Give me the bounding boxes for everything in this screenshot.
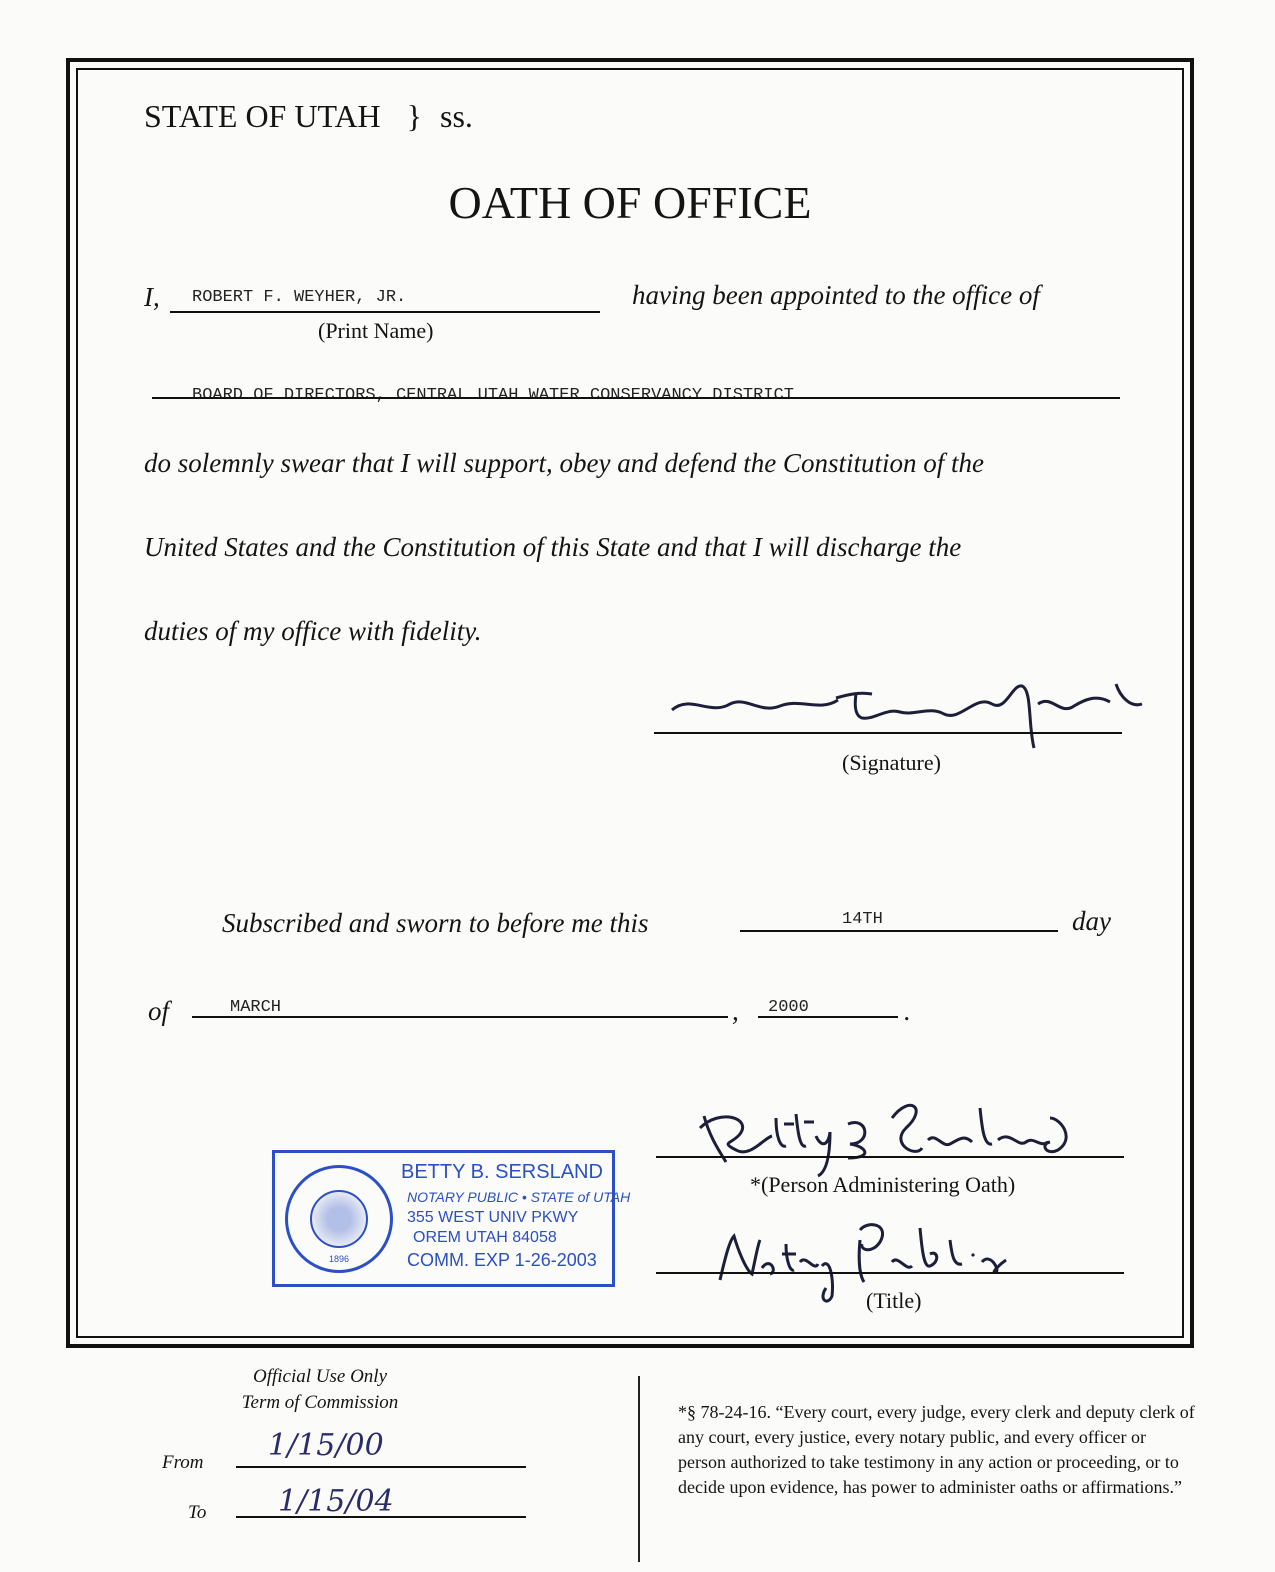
subscribed-month: MARCH xyxy=(230,998,282,1017)
appointment-suffix: having been appointed to the office of xyxy=(632,280,1040,310)
office-underline xyxy=(152,397,1120,399)
title-underline xyxy=(656,1272,1124,1274)
statute-text: *§ 78-24-16. “Every court, every judge, every clerk and deputy clerk of any court, every justice, every notary public, and every officer or person authorized to take testimony in any action or proceeding, or to decide upon evidence, has power to administer oaths or affirmations.” xyxy=(678,1402,1195,1497)
state-heading xyxy=(144,98,473,135)
signature-underline xyxy=(654,732,1122,734)
bottom-divider xyxy=(638,1376,640,1562)
notary-stamp xyxy=(272,1150,631,1287)
oath-line-2: United States and the Constitution of this State and that I will discharge the xyxy=(144,532,962,562)
document-title: OATH OF OFFICE xyxy=(448,177,812,228)
appointment-prefix: I, xyxy=(144,282,160,312)
signature-caption: (Signature) xyxy=(842,750,941,775)
state-brace: } xyxy=(406,98,423,134)
month-underline xyxy=(192,1016,728,1018)
official-use-heading: Official Use Only xyxy=(252,1366,388,1387)
day-underline xyxy=(740,930,1058,932)
name-underline xyxy=(170,311,600,313)
oath-line-1: do solemnly swear that I will support, obey and defend the Constitution of the xyxy=(144,448,984,478)
of-word: of xyxy=(148,996,170,1026)
oath-line-3: duties of my office with fidelity. xyxy=(144,616,482,646)
seal-year: 1896 xyxy=(328,1254,350,1264)
year-period: . xyxy=(904,996,911,1026)
stamp-name: BETTY B. SERSLAND xyxy=(401,1161,603,1183)
stamp-line-3: OREM UTAH 84058 xyxy=(413,1229,557,1246)
term-heading: Term of Commission xyxy=(241,1392,399,1413)
subscribed-day: 14TH xyxy=(842,910,883,929)
name-caption: (Print Name) xyxy=(318,318,434,343)
administering-caption: *(Person Administering Oath) xyxy=(750,1172,1016,1197)
title-signature xyxy=(700,1210,1030,1314)
state-seal-icon xyxy=(285,1165,393,1273)
year-underline xyxy=(758,1016,898,1018)
from-label: From xyxy=(162,1452,204,1473)
to-value: 1/15/04 xyxy=(278,1484,394,1519)
state-ss: ss. xyxy=(440,98,473,134)
title-caption: (Title) xyxy=(866,1288,922,1313)
seal-eagle-icon xyxy=(310,1190,368,1248)
to-label: To xyxy=(188,1502,207,1523)
appointee-name: ROBERT F. WEYHER, JR. xyxy=(192,288,407,307)
administering-underline xyxy=(656,1156,1124,1158)
office-name: BOARD OF DIRECTORS, CENTRAL UTAH WATER CONSERVANCY DISTRICT xyxy=(192,386,794,405)
from-value: 1/15/00 xyxy=(268,1428,384,1463)
subscribed-text: Subscribed and sworn to before me this xyxy=(222,908,649,938)
from-underline xyxy=(236,1466,526,1468)
day-word: day xyxy=(1072,906,1111,936)
appointee-signature xyxy=(660,664,1150,764)
stamp-line-2: 355 WEST UNIV PKWY xyxy=(407,1209,579,1226)
subscribed-year: 2000 xyxy=(768,998,809,1017)
state-name: STATE OF UTAH xyxy=(144,98,381,134)
stamp-line-4: COMM. EXP 1-26-2003 xyxy=(407,1250,597,1270)
administering-signature xyxy=(680,1088,1100,1184)
stamp-line-1: NOTARY PUBLIC • STATE of UTAH xyxy=(407,1189,631,1205)
month-comma: , xyxy=(732,996,739,1026)
to-underline xyxy=(236,1516,526,1518)
